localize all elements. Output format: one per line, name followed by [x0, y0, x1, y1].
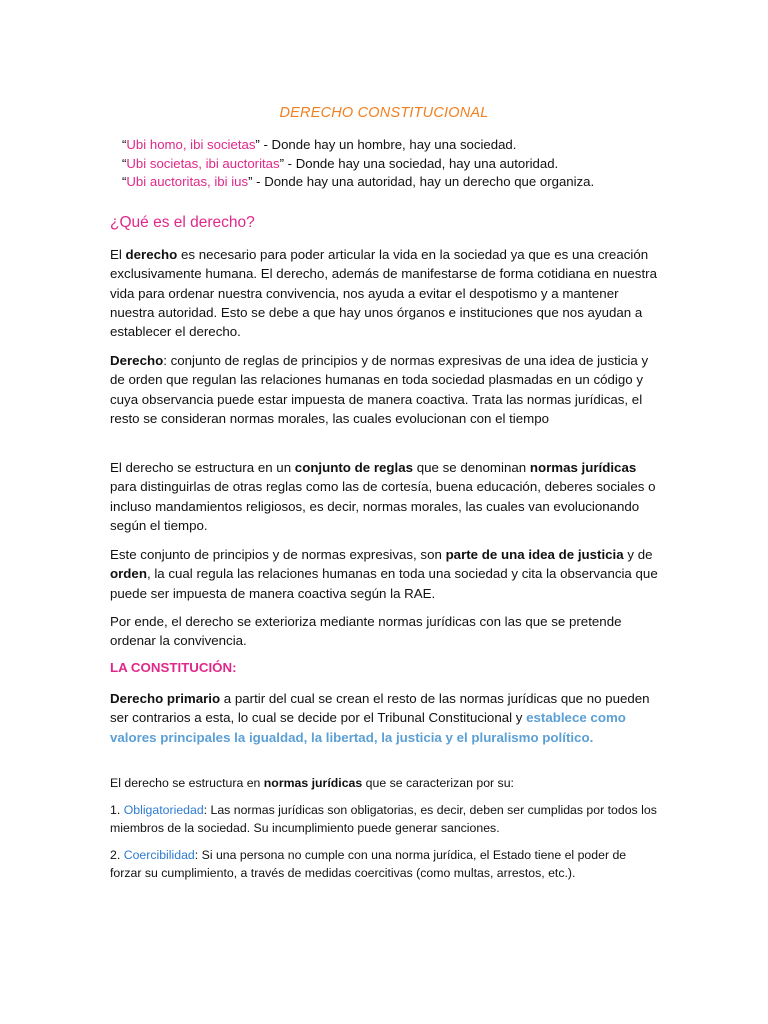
item-text: : Las normas jurídicas son obligatorias, es decir, deben ser cumplidas por todos los miembros de la sociedad. Su incumplimiento puede generar sanciones.: [110, 803, 657, 835]
text: Este conjunto de principios y de normas expresivas, son: [110, 547, 446, 562]
bold-term: Derecho: [110, 353, 164, 368]
text: para distinguirlas de otras reglas como las de cortesía, buena educación, deberes sociales o incluso mandamientos religiosos, es decir, normas morales, las cuales van evolucionando según el tiempo.: [110, 479, 656, 533]
close-quote: ”: [279, 155, 285, 171]
paragraph-norms: [110, 775, 658, 793]
text: El: [110, 247, 126, 262]
open-quote: “: [122, 155, 127, 171]
text: El derecho se estructura en un: [110, 460, 295, 475]
text: El derecho se estructura en: [110, 776, 264, 790]
bold-term: normas jurídicas: [529, 460, 637, 475]
paragraph-conclusion: Por ende, el derecho se exterioriza mediante normas jurídicas con las que se pretende ordenar la convivencia.: [110, 614, 622, 649]
item-term: Obligatoriedad: [123, 803, 204, 817]
maxim-translation: - Donde hay una autoridad, hay un derecho que organiza.: [252, 174, 595, 189]
close-quote: ”: [255, 137, 260, 152]
paragraph-structure: [110, 458, 658, 535]
text: que se denominan: [413, 460, 530, 475]
paragraph-justice: [110, 545, 658, 603]
open-quote: “: [122, 137, 127, 152]
section-heading-derecho: ¿Qué es el derecho?: [110, 214, 255, 231]
bold-term: derecho: [125, 247, 178, 262]
list-item-obligatoriedad: [110, 802, 658, 837]
bold-term: orden: [110, 566, 147, 582]
bold-term: Derecho primario: [110, 691, 221, 706]
maxim-latin: Ubi societas, ibi auctoritas: [126, 155, 280, 171]
bold-term: conjunto de reglas: [294, 460, 414, 475]
open-quote: “: [122, 174, 127, 189]
close-quote: ”: [248, 174, 253, 189]
section-heading-constitucion: LA CONSTITUCIÓN:: [110, 660, 237, 675]
text: que se caracterizan por su:: [362, 776, 514, 790]
maxim-line: [122, 173, 594, 192]
item-term: Coercibilidad: [123, 848, 195, 862]
bold-term: normas jurídicas: [263, 776, 363, 790]
bold-term: parte de una idea de justicia: [445, 547, 624, 562]
paragraph-constitution: [110, 689, 658, 747]
latin-maxims: [122, 136, 594, 192]
maxim-line: [122, 136, 594, 155]
paragraph-intro: [110, 245, 658, 341]
text: : conjunto de reglas de principios y de normas expresivas de una idea de justicia y de orden que regulan las relaciones humanas en toda sociedad plasmadas en un código y cuya observancia puede estar impuesta de manera coactiva. Trata las normas jurídicas, el resto se consideran normas morales, las cuales evolucionan con el tiempo: [110, 353, 649, 426]
text: y de: [623, 547, 653, 562]
maxim-translation: - Donde hay un hombre, hay una sociedad.: [259, 137, 517, 152]
highlighted-values: establece como valores principales la igualdad, la libertad, la justicia y el pluralismo político.: [110, 710, 626, 745]
text: , la cual regula las relaciones humanas en toda una sociedad y cita la observancia que puede ser impuesta de manera coactiva según la RAE.: [110, 566, 658, 601]
maxim-latin: Ubi auctoritas, ibi ius: [126, 174, 249, 189]
list-item-coercibilidad: [110, 847, 658, 882]
maxim-translation: - Donde hay una sociedad, hay una autoridad.: [284, 155, 559, 171]
text: es necesario para poder articular la vida en la sociedad ya que es una creación exclusivamente humana. El derecho, además de manifestarse de forma cotidiana en nuestra vida para ordenar nuestra convivencia, nos ayuda a evitar el despotismo y a mantener nuestra autoridad. Esto se debe a que hay unos órganos e instituciones que nos ayudan a establecer el derecho.: [110, 247, 657, 340]
item-number: 2.: [110, 848, 124, 862]
text: a partir del cual se crean el resto de las normas jurídicas que no pueden ser contrarios a esta, lo cual se decide por el Tribunal Constitucional y: [110, 691, 650, 726]
item-text: : Si una persona no cumple con una norma jurídica, el Estado tiene el poder de forzar su cumplimiento, a través de medidas coercitivas (como multas, arrestos, etc.).: [110, 848, 627, 880]
paragraph-definition: [110, 351, 658, 428]
maxim-line: [122, 155, 594, 174]
page-title: DERECHO CONSTITUCIONAL: [279, 105, 489, 121]
maxim-latin: Ubi homo, ibi societas: [126, 137, 256, 152]
item-number: 1.: [110, 803, 124, 817]
